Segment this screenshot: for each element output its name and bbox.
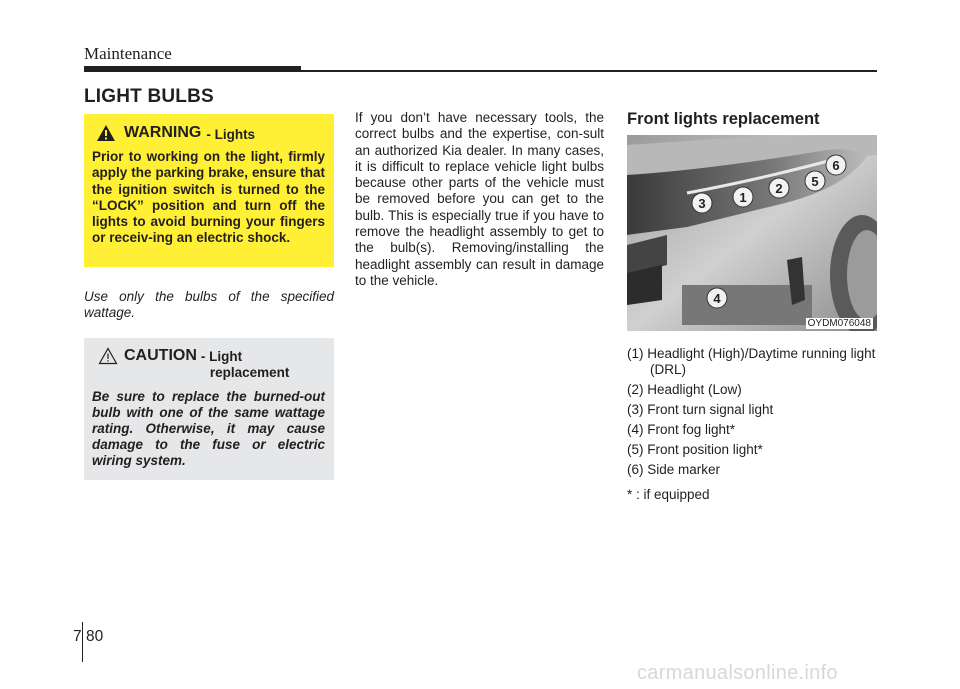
warning-box [84,114,334,267]
caution-heading [98,347,325,381]
front-lights-legend [627,346,882,503]
legend-item: (4) Front fog light* [627,422,736,437]
legend-item: (1) Headlight (High)/Daytime running light (DRL) [627,346,876,377]
legend-item: (2) Headlight (Low) [627,382,742,397]
warning-text: Prior to working on the light, firmly apply the parking brake, ensure that the ignition switch is turned to the “LOCK” position and turn off the lights to avoid burning your fingers or receiv-ing an electric shock. [92,149,325,246]
caution-box [84,338,334,480]
caution-text: Be sure to replace the burned-out bulb with one of the same wattage rating. Otherwise, it may cause damage to the fuse or electric wiring system. [92,389,325,468]
section-title: LIGHT BULBS [84,86,214,107]
headlight-figure [627,135,877,331]
footnote: * : if equipped [627,487,710,502]
legend-item: (3) Front turn signal light [627,402,774,417]
watermark: carmanualsonline.info [637,662,838,684]
warning-label: WARNING [124,124,202,141]
caution-topic-line2: replacement [209,365,290,380]
callout-4: 4 [713,291,721,306]
warning-heading [96,124,325,142]
wattage-note: Use only the bulbs of the specified wattage. [84,289,334,320]
callout-5: 5 [811,174,819,189]
tools-paragraph: If you don’t have necessary tools, the correct bulbs and the expertise, con-sult an authorized Kia dealer. In many cases, it is difficult to replace vehicle light bulbs because other parts of the vehicle must be removed before you can get to the bulb. This is especially true if you have to remove the headlight assembly to get to the bulb(s). Removing/installing the headlight assembly can result in damage to the vehicle. [355,110,604,288]
warning-topic: - Lights [206,127,256,142]
car-front-illustration [627,135,877,331]
page-number: 80 [86,628,104,645]
caution-triangle-icon [98,347,118,365]
callout-6: 6 [832,158,840,173]
legend-item: (6) Side marker [627,462,721,477]
header-rule-thin [301,70,877,72]
warning-triangle-icon [96,124,116,142]
legend-item: (5) Front position light* [627,442,763,457]
footer-divider [82,622,83,662]
callout-3: 3 [698,196,706,211]
header-rule-thick [84,66,301,72]
chapter-number: 7 [73,628,82,645]
caution-label: CAUTION [124,347,197,364]
callout-1: 1 [739,190,747,205]
running-header: Maintenance [84,44,172,63]
caution-topic-line1: - Light [200,349,243,364]
caution-topic [201,349,290,381]
callout-2: 2 [775,181,783,196]
front-lights-title: Front lights replacement [627,110,820,128]
figure-code: OYDM076048 [807,318,871,329]
